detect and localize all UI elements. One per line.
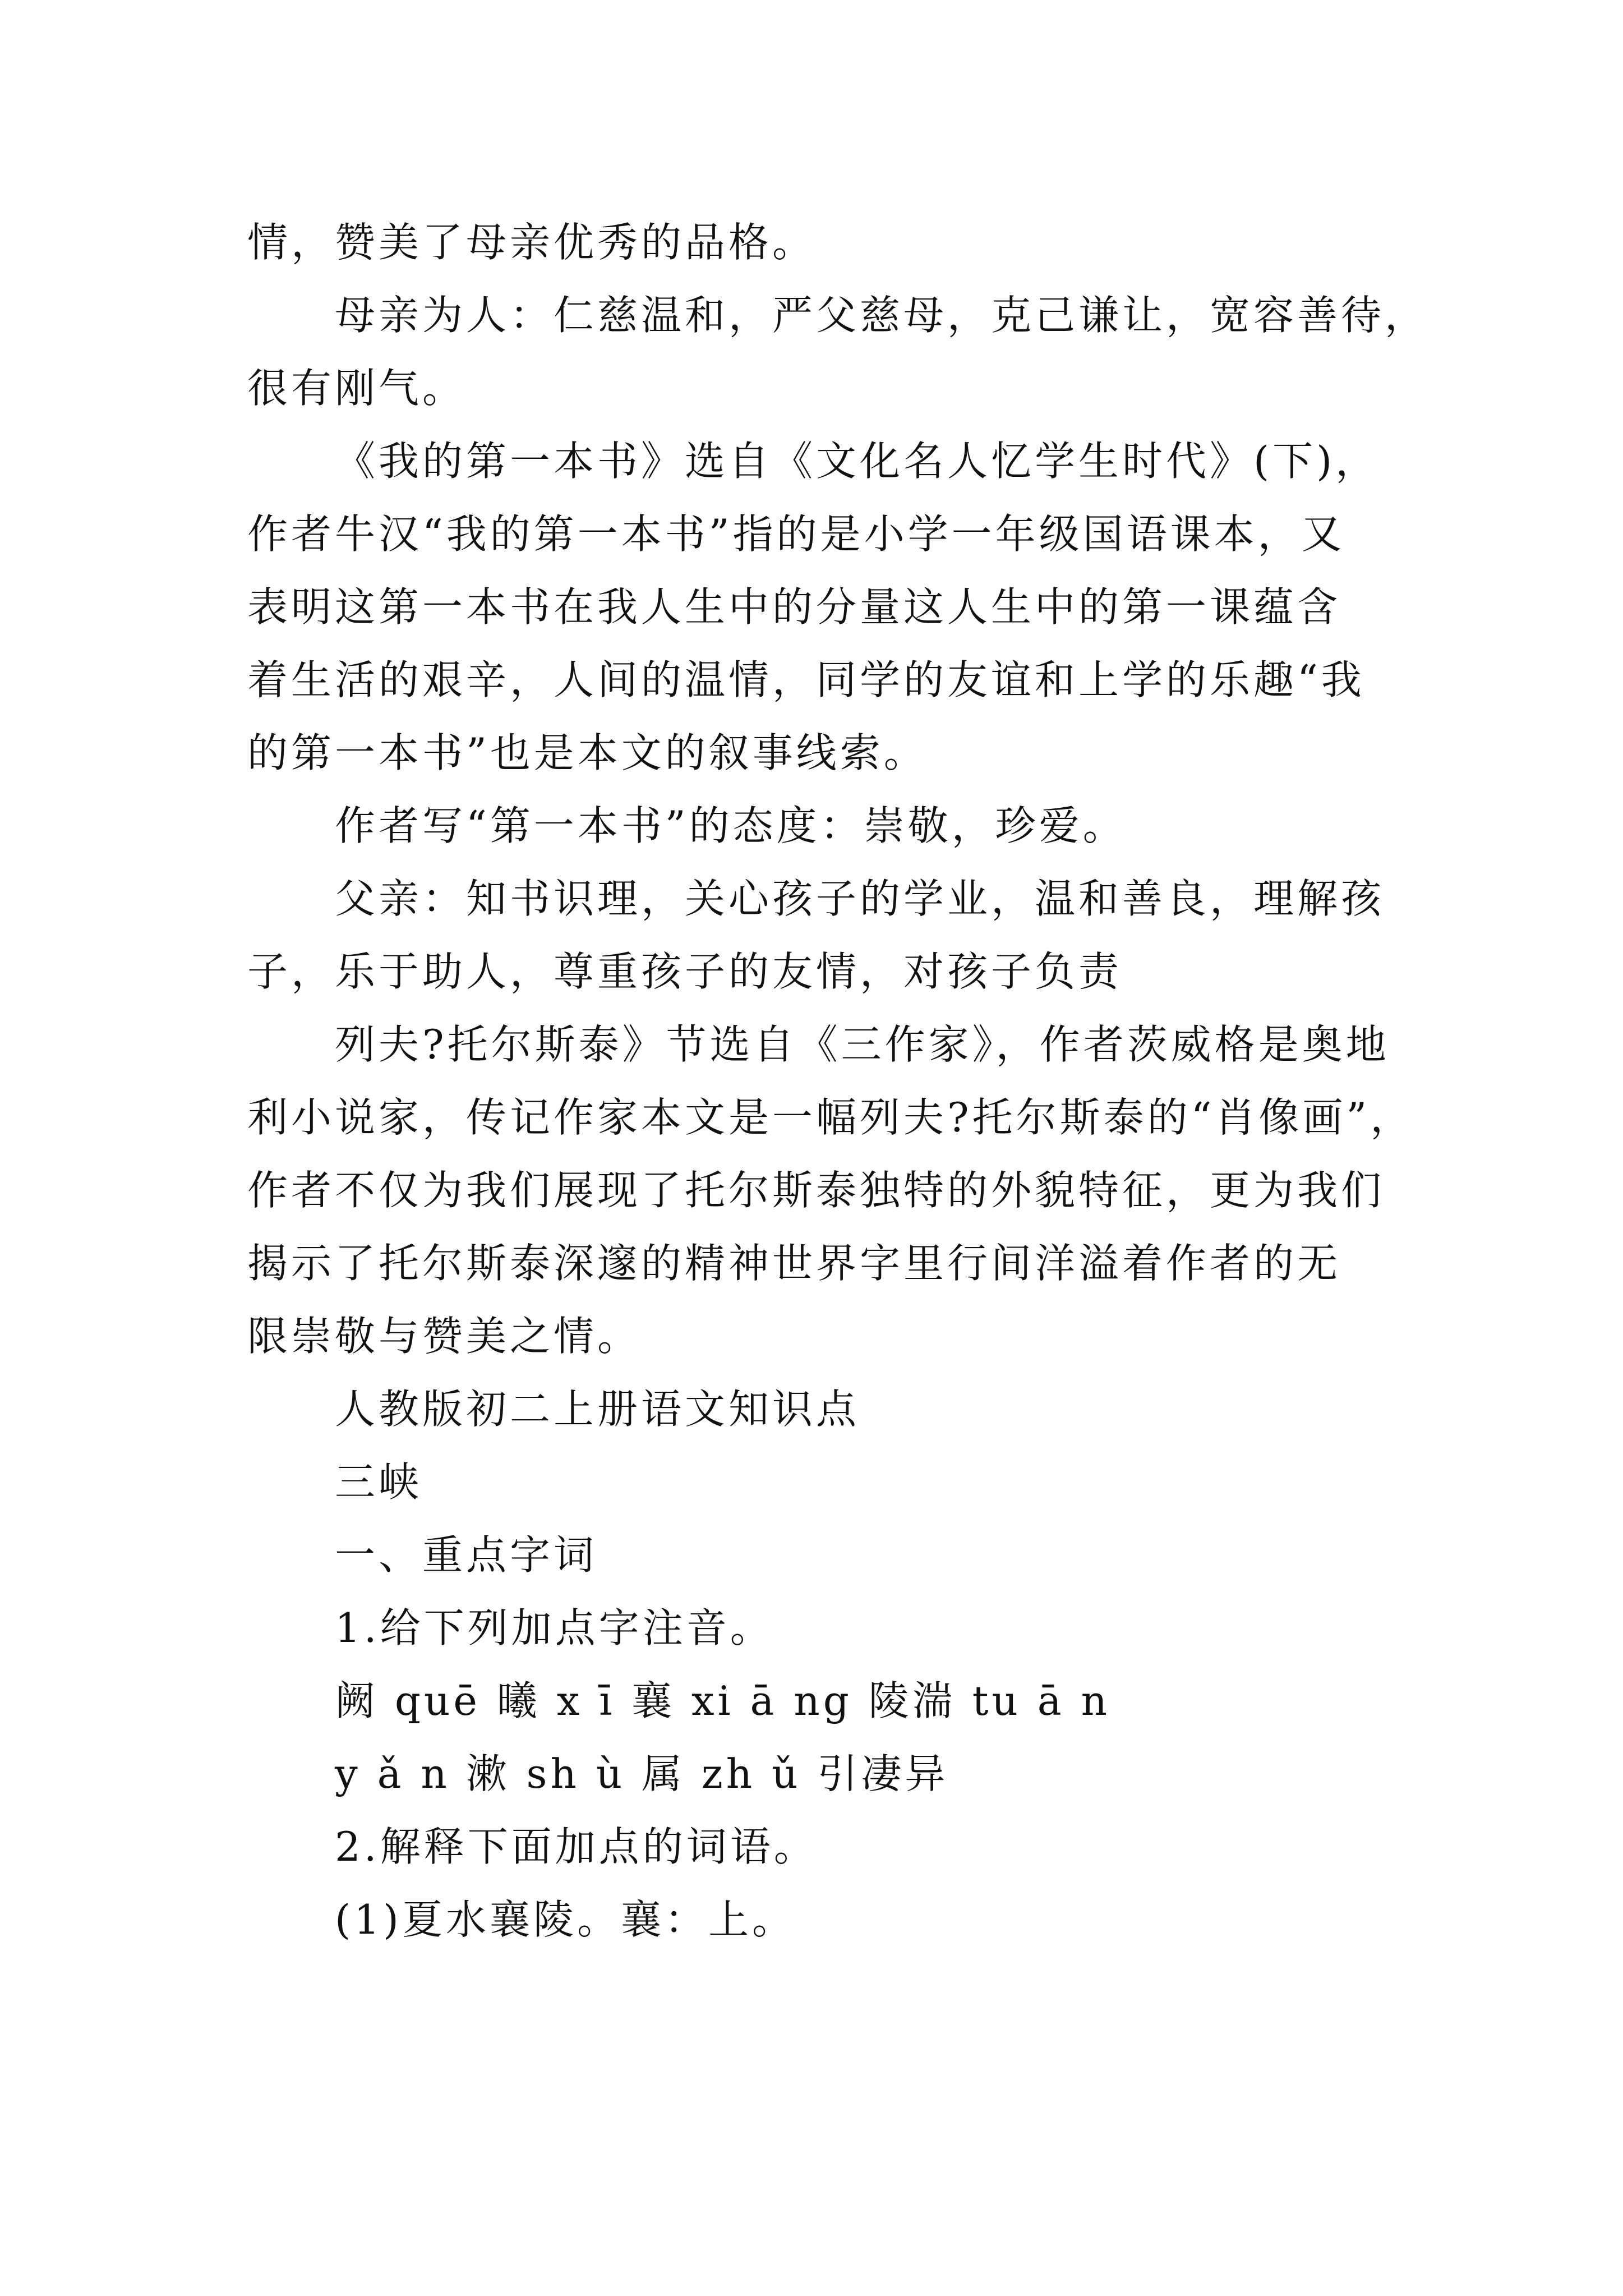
text-line: 揭示了托尔斯泰深邃的精神世界字里行间洋溢着作者的无 (247, 1240, 1341, 1287)
lesson-title: 三峡 (335, 1458, 423, 1506)
pinyin-line: y ǎ n 漱 sh ù 属 zh ǔ 引凄异 (335, 1750, 949, 1797)
text-line: 作者牛汉“我的第一本书”指的是小学一年级国语课本，又 (247, 510, 1345, 558)
text-line: 限崇敬与赞美之情。 (247, 1313, 642, 1360)
text-line: 着生活的艰辛，人间的温情，同学的友谊和上学的乐趣“我 (247, 656, 1365, 703)
question-item: 1.给下列加点字注音。 (335, 1604, 774, 1651)
text-line: 子，乐于助人，尊重孩子的友情，对孩子负责 (247, 948, 1123, 995)
text-line: 作者不仅为我们展现了托尔斯泰独特的外貌特征，更为我们 (247, 1167, 1385, 1214)
text-line: 列夫?托尔斯泰》节选自《三作家》，作者茨威格是奥地 (335, 1021, 1390, 1068)
pinyin-line: 阙 quē 曦 x ī 襄 xi ā ng 陵湍 tu ā n (335, 1677, 1110, 1724)
text-line: 父亲：知书识理，关心孩子的学业，温和善良，理解孩 (335, 875, 1385, 922)
question-item: 2.解释下面加点的词语。 (335, 1823, 818, 1870)
subsection-heading: 一、重点字词 (335, 1531, 598, 1579)
text-line: 的第一本书”也是本文的叙事线索。 (247, 729, 928, 776)
text-line: 作者写“第一本书”的态度：崇敬，珍爱。 (335, 802, 1127, 849)
answer-item: (1)夏水襄陵。襄：上。 (335, 1896, 796, 1943)
text-line: 《我的第一本书》选自《文化名人忆学生时代》(下)， (335, 438, 1380, 485)
section-heading: 人教版初二上册语文知识点 (335, 1386, 860, 1433)
text-line: 很有刚气。 (247, 365, 467, 412)
text-line: 情，赞美了母亲优秀的品格。 (247, 219, 817, 266)
text-line: 母亲为人：仁慈温和，严父慈母，克己谦让，宽容善待， (335, 292, 1429, 339)
text-line: 表明这第一本书在我人生中的分量这人生中的第一课蕴含 (247, 583, 1341, 631)
text-line: 利小说家，传记作家本文是一幅列夫?托尔斯泰的“肖像画”， (247, 1094, 1414, 1141)
